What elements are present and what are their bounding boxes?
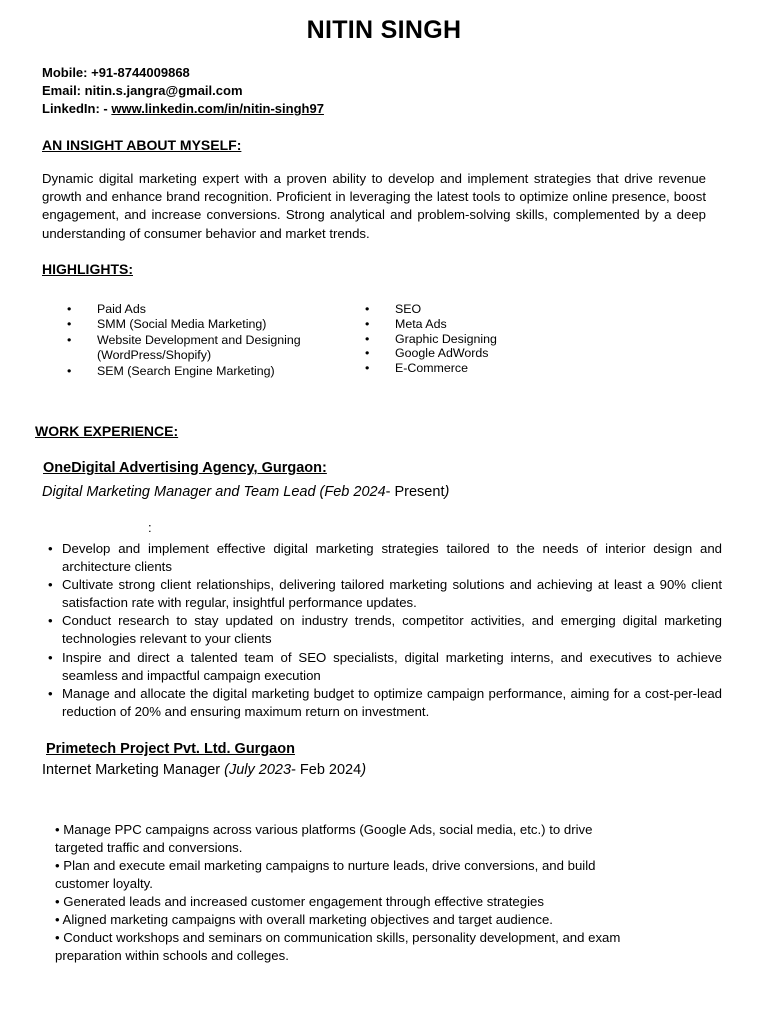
list-item: targeted traffic and conversions.	[55, 840, 243, 855]
job1-bullets	[48, 540, 722, 721]
list-item: • Aligned marketing campaigns with overall marketing objectives and target audience.	[55, 912, 553, 927]
resume-name: NITIN SINGH	[306, 16, 462, 44]
list-item: • Manage and allocate the digital marketing budget to optimize campaign performance, aiming for a cost-per-lead reduction of 20% and ensuring maximum return on investment.	[48, 685, 722, 719]
list-item: • SEO	[365, 302, 422, 316]
job2-bullets	[55, 821, 695, 965]
list-item: • Cultivate strong client relationships, delivering tailored marketing solutions and achieving at least a 90% client satisfaction rate with regular, insightful performance updates.	[48, 577, 722, 611]
work-heading: WORK EXPERIENCE:	[35, 423, 179, 439]
job1-colon: :	[148, 520, 152, 535]
highlights-right-list	[365, 302, 595, 376]
list-item: • Manage PPC campaigns across various platforms (Google Ads, social media, etc.) to drive	[55, 822, 593, 837]
insight-heading: AN INSIGHT ABOUT MYSELF:	[42, 137, 242, 153]
mobile: Mobile: +91-8744009868	[42, 65, 190, 80]
list-item: • SEM (Search Engine Marketing)	[67, 363, 275, 378]
list-item: • Google AdWords	[365, 346, 489, 361]
list-item: • Develop and implement effective digital marketing strategies tailored to the needs of interior design and architecture clients	[48, 541, 722, 575]
job2-company: Primetech Project Pvt. Ltd. Gurgaon	[46, 741, 295, 757]
list-item: preparation within schools and colleges.	[55, 948, 289, 963]
linkedin-link[interactable]: www.linkedin.com/in/nitin-singh97	[111, 101, 324, 116]
list-item: • Plan and execute email marketing campaigns to nurture leads, drive conversions, and build	[55, 858, 596, 873]
email: Email: nitin.s.jangra@gmail.com	[42, 83, 243, 98]
highlights-left-list	[67, 302, 337, 379]
list-item: • E-Commerce	[365, 361, 468, 376]
list-item: • Conduct research to stay updated on industry trends, competitor activities, and emerging digital marketing technologies relevant to your clients	[48, 613, 722, 647]
list-item: • Generated leads and increased customer engagement through effective strategies	[55, 894, 544, 909]
job1-role: Digital Marketing Manager and Team Lead (Feb 2024- Present)	[42, 484, 450, 500]
list-item: • Inspire and direct a talented team of SEO specialists, digital marketing interns, and executives to achieve seamless and impactful campaign execution	[48, 649, 722, 683]
list-item: • Graphic Designing	[365, 331, 497, 346]
list-item: • Conduct workshops and seminars on communication skills, personality development, and exam	[55, 930, 621, 945]
list-item: • SMM (Social Media Marketing)	[67, 317, 267, 332]
list-item: • Website Development and Designing (WordPress/Shopify)	[67, 332, 301, 363]
job2-role: Internet Marketing Manager (July 2023- Feb 2024)	[42, 762, 367, 778]
list-item: • Paid Ads	[67, 302, 146, 316]
list-item: • Meta Ads	[365, 316, 447, 331]
job1-company: OneDigital Advertising Agency, Gurgaon:	[43, 460, 327, 476]
list-item: customer loyalty.	[55, 876, 153, 891]
linkedin	[42, 101, 324, 116]
insight-text: Dynamic digital marketing expert with a proven ability to develop and implement strategies that drive revenue growth and enhance brand recognition. Proficient in leveraging the latest tools to optimize online presence, boost engagement, and increase conversions. Strong analytical and problem-solving skills, complemented by a deep understanding of consumer behavior and market trends.	[42, 171, 706, 241]
highlights-heading: HIGHLIGHTS:	[42, 261, 133, 277]
linkedin-label: LinkedIn: -	[42, 101, 112, 116]
